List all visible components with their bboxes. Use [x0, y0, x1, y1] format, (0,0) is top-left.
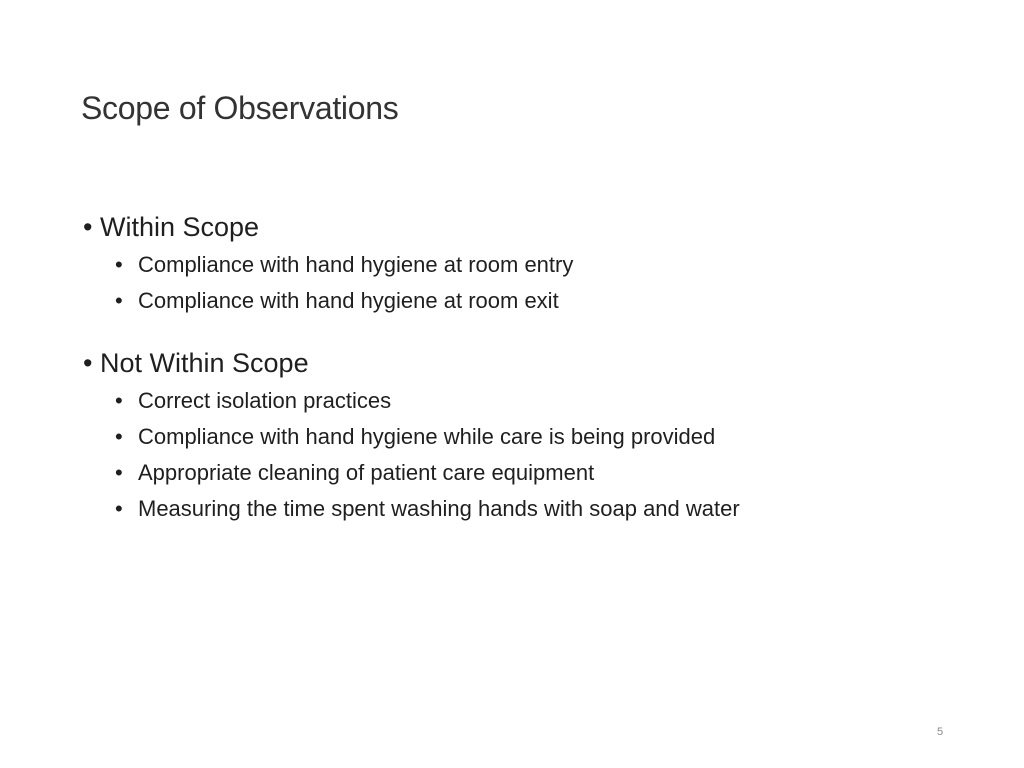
bullet-glyph: •	[115, 388, 123, 413]
list-item: Compliance with hand hygiene at room exit	[138, 288, 559, 313]
bullet-glyph: •	[115, 252, 123, 277]
list-item: Compliance with hand hygiene at room entry	[138, 252, 574, 277]
bullet-level2	[83, 247, 983, 283]
bullet-level1	[83, 343, 983, 383]
list-item: Appropriate cleaning of patient care equipment	[138, 460, 595, 485]
bullet-glyph: •	[83, 212, 93, 242]
list-item: Compliance with hand hygiene while care is being provided	[138, 424, 716, 449]
bullet-level2	[83, 455, 983, 491]
section-heading: Within Scope	[100, 212, 260, 242]
bullet-level1	[83, 207, 983, 247]
section-not-within-scope	[83, 343, 983, 527]
bullet-glyph: •	[115, 424, 123, 449]
slide-content	[83, 207, 983, 551]
bullet-glyph: •	[115, 460, 123, 485]
bullet-glyph: •	[115, 288, 123, 313]
list-item: Correct isolation practices	[138, 388, 392, 413]
list-item: Measuring the time spent washing hands with soap and water	[138, 496, 740, 521]
slide-title: Scope of Observations	[81, 90, 399, 126]
section-within-scope	[83, 207, 983, 319]
bullet-glyph: •	[115, 496, 123, 521]
section-heading: Not Within Scope	[100, 348, 309, 378]
bullet-level2	[83, 491, 983, 527]
bullet-level2	[83, 419, 983, 455]
bullet-glyph: •	[83, 348, 93, 378]
bullet-level2	[83, 283, 983, 319]
bullet-level2	[83, 383, 983, 419]
slide-number: 5	[936, 726, 944, 738]
